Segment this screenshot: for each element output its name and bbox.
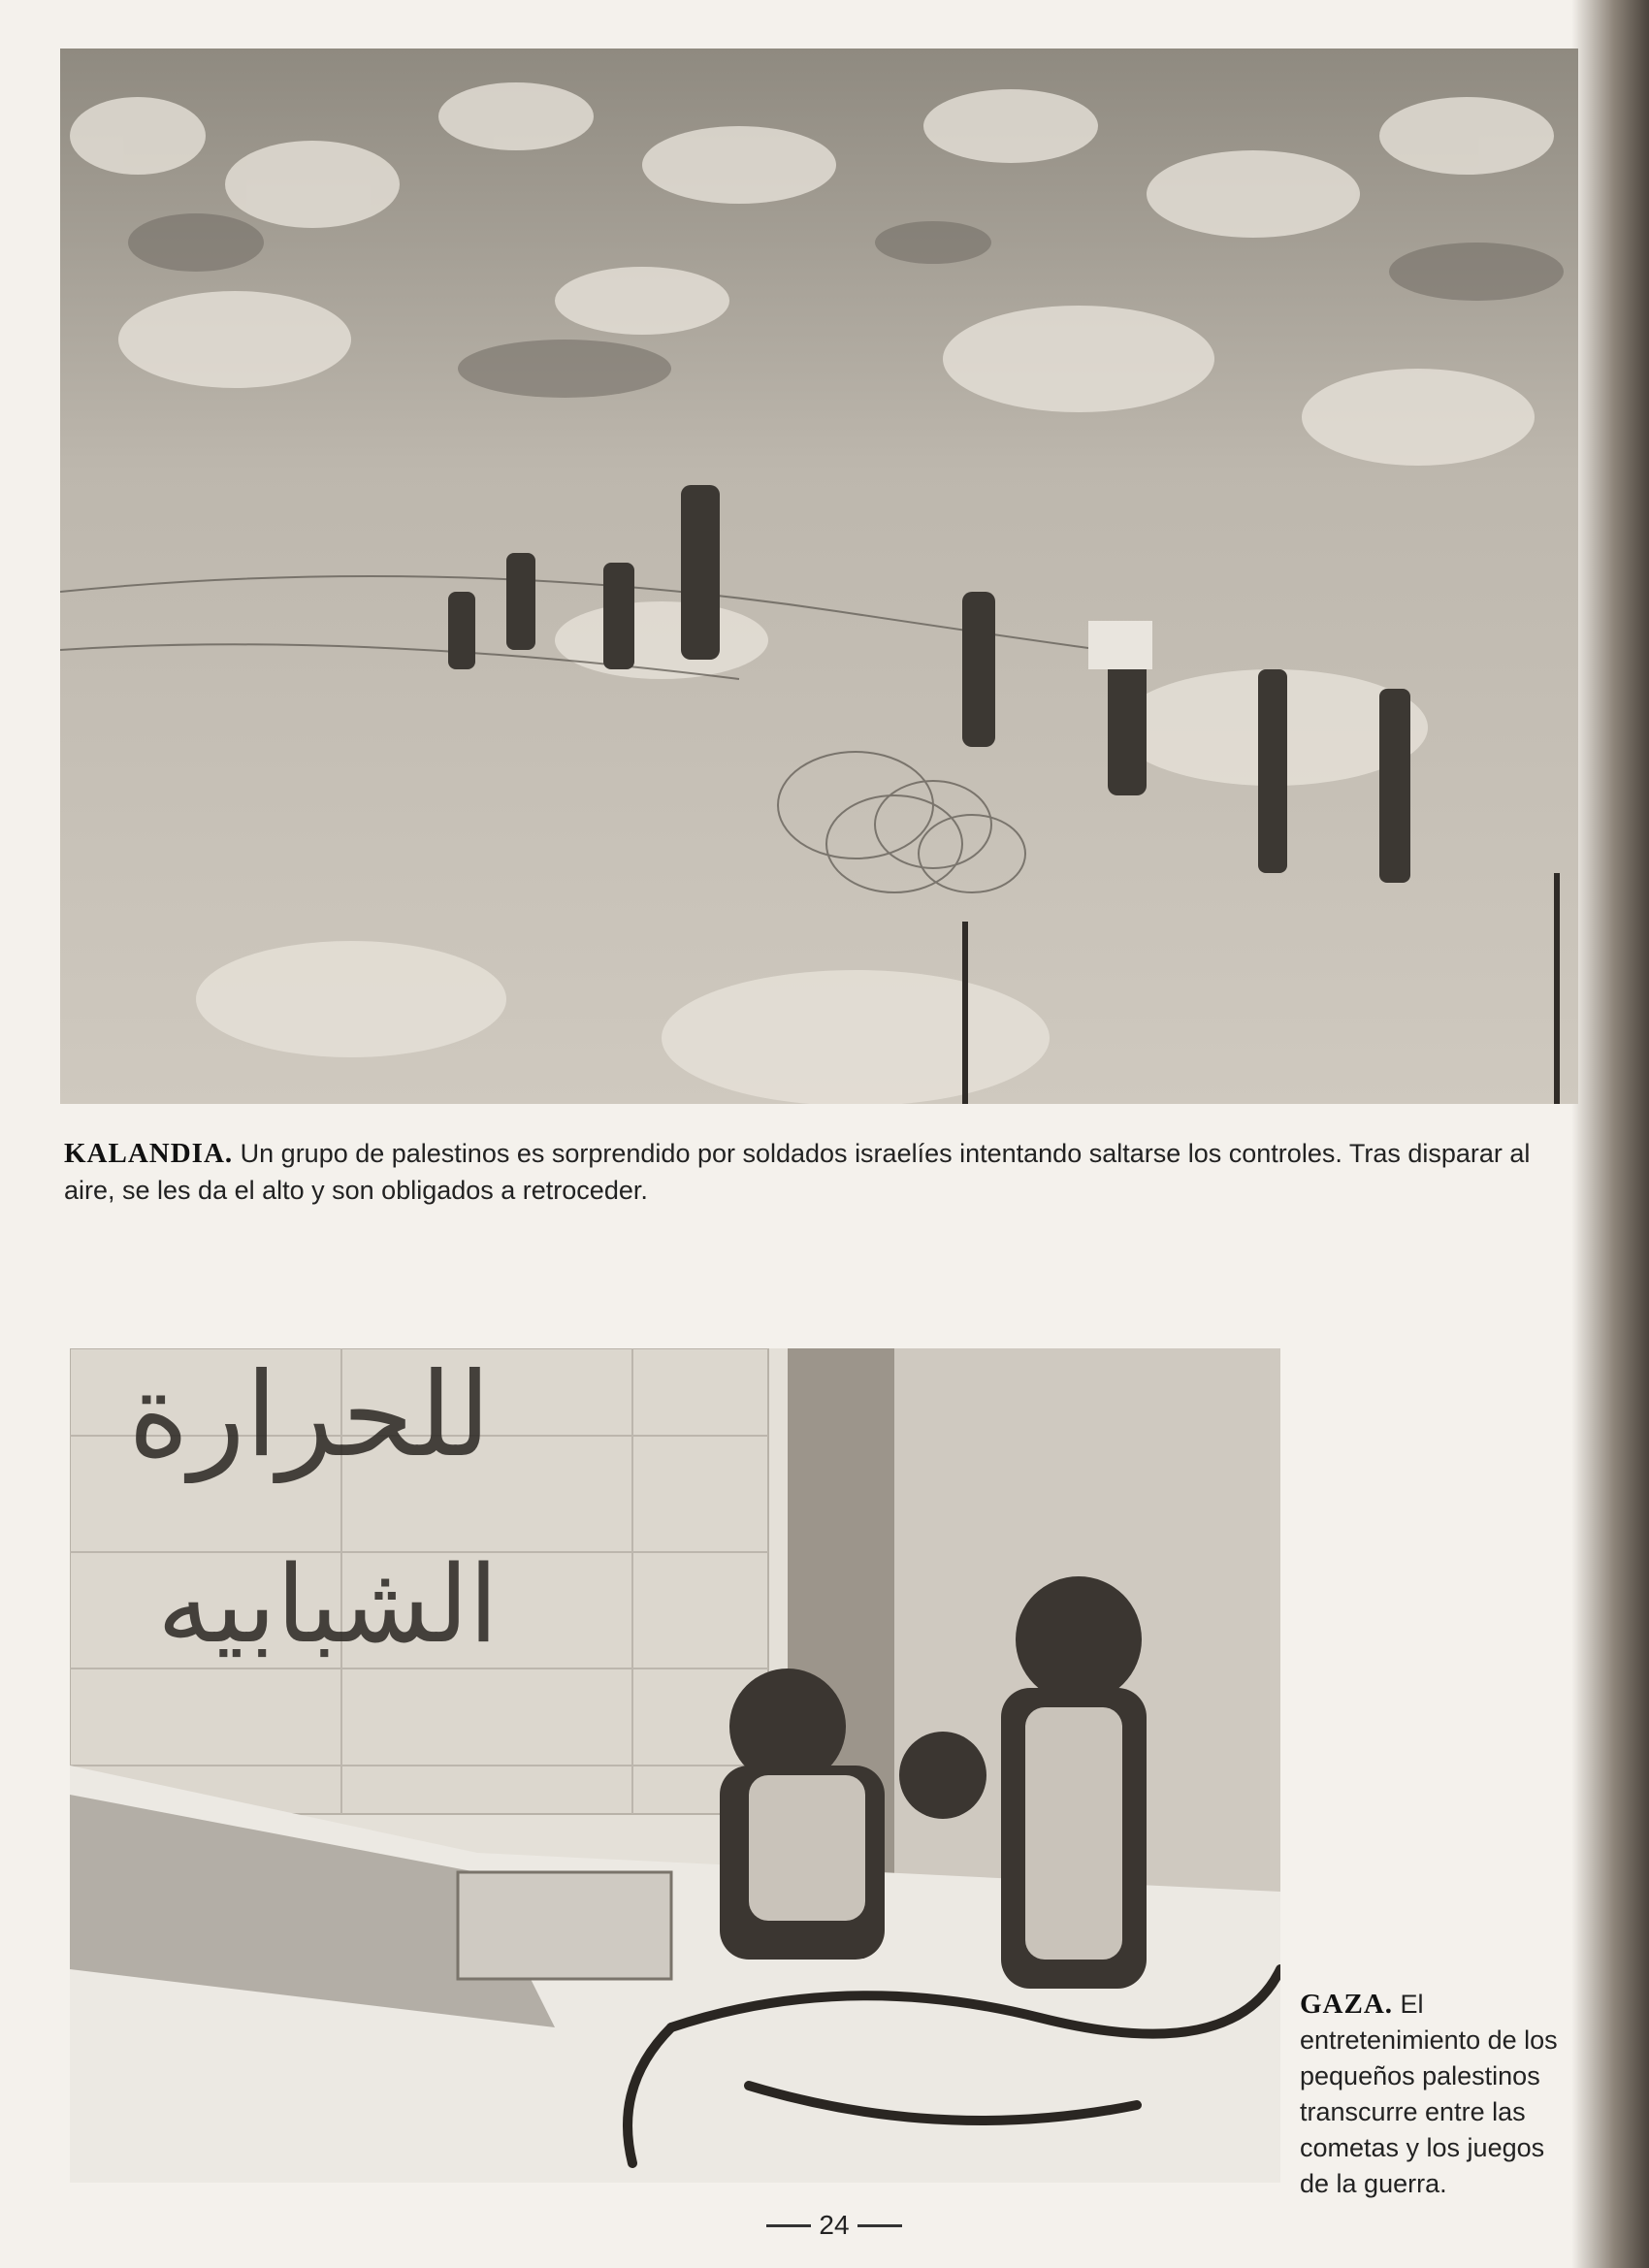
caption-gaza-place: GAZA.: [1300, 1989, 1394, 2020]
caption-gaza-line-5: cometas y los juegos: [1300, 2133, 1545, 2162]
photo-kalandia-image: [60, 49, 1578, 1104]
page-edge-shadow: [1571, 0, 1649, 2268]
caption-gaza-line-2: entretenimiento de los: [1300, 2025, 1558, 2055]
page-number: [737, 2206, 931, 2245]
page-number-value: 24: [819, 2210, 850, 2240]
caption-gaza-line-3: pequeños palestinos: [1300, 2061, 1540, 2090]
photo-gaza: [70, 1348, 1280, 2183]
caption-kalandia-place: KALANDIA.: [64, 1138, 234, 1169]
page-number-rule-left: [766, 2224, 811, 2227]
graffiti-line-1: للحرارة: [128, 1348, 492, 1483]
caption-kalandia-text: Un grupo de palestinos es sorprendido por soldados israelíes intentando saltarse los controles. Tras disparar al aire, se les da el alto y son obligados a retroceder.: [64, 1139, 1531, 1205]
graffiti-line-2: الشبابيه: [157, 1542, 499, 1667]
caption-gaza-line-6: de la guerra.: [1300, 2169, 1447, 2198]
page-number-rule-right: [857, 2224, 902, 2227]
caption-gaza-line-1: El: [1393, 1990, 1424, 2019]
caption-kalandia: [64, 1135, 1558, 1209]
photo-kalandia: [60, 49, 1578, 1104]
caption-gaza-line-4: transcurre entre las: [1300, 2097, 1526, 2126]
caption-gaza: [1300, 1987, 1591, 2202]
